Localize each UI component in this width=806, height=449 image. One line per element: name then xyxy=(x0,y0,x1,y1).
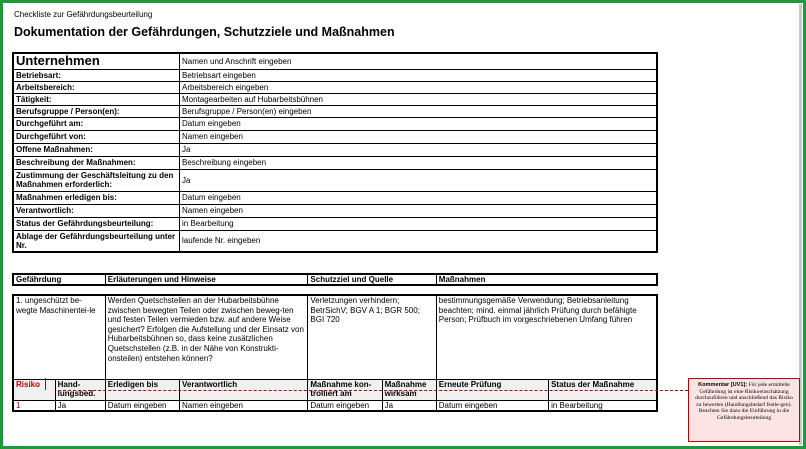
goal-cell[interactable]: Verletzungen verhindern; BetrSichV; BGV A 1; BGR 500; BGI 720 xyxy=(308,295,436,379)
measures-cell[interactable]: bestimmungsgemäße Verwendung; Betriebsanleitung beachten; mind. einmal jährlich Prüfung durch befähigte Person; Prüfbuch im vorgeschriebenen Umfang führen xyxy=(436,295,657,379)
risk-value[interactable]: 1 xyxy=(13,400,55,411)
info-row xyxy=(13,169,657,191)
comment-text: Für jede ermittelte Gefährdung ist eine Risikoeinschätzung durchzuführen und anschließend das Risiko zu bewerten (Handlungsbedarf festle-gen). Beachten Sie dazu die Einführung in die Gefährdungsbeurteilung xyxy=(695,382,793,421)
info-value[interactable]: Beschreibung eingeben xyxy=(180,156,657,169)
info-value[interactable]: Ja xyxy=(180,169,657,191)
info-label: Arbeitsbereich: xyxy=(13,81,180,93)
page-header: Checkliste zur Gefährdungsbeurteilung xyxy=(14,10,153,19)
header-measures: Maßnahmen xyxy=(436,274,657,285)
responsible-value[interactable]: Namen eingeben xyxy=(180,400,308,411)
info-row xyxy=(13,69,657,81)
effective-value[interactable]: Ja xyxy=(382,400,436,411)
info-row xyxy=(13,191,657,204)
hazard-entry-table xyxy=(12,294,658,412)
info-value[interactable]: Namen und Anschrift eingeben xyxy=(180,53,657,69)
info-label: Ablage der Gefährdungsbeurteilung unter Nr. xyxy=(13,230,180,252)
info-value[interactable]: Betriebsart eingeben xyxy=(180,69,657,81)
info-value[interactable]: Namen eingeben xyxy=(180,130,657,143)
status-value[interactable]: in Bearbeitung xyxy=(549,400,657,411)
info-value[interactable]: laufende Nr. eingeben xyxy=(180,230,657,252)
info-row xyxy=(13,143,657,156)
info-value[interactable]: Datum eingeben xyxy=(180,117,657,130)
info-row xyxy=(13,156,657,169)
info-label: Zustimmung der Geschäftsleitung zu den Maßnahmen erforderlich: xyxy=(13,169,180,191)
info-label: Offene Maßnahmen: xyxy=(13,143,180,156)
info-label: Verantwortlich: xyxy=(13,204,180,217)
info-value[interactable]: Arbeitsbereich eingeben xyxy=(180,81,657,93)
info-row xyxy=(13,81,657,93)
comment-balloon[interactable] xyxy=(688,378,800,442)
info-label: Betriebsart: xyxy=(13,69,180,81)
info-label: Status der Gefährdungsbeurteilung: xyxy=(13,217,180,230)
info-label: Unternehmen xyxy=(13,53,180,69)
info-label: Berufsgruppe / Person(en): xyxy=(13,105,180,117)
info-row xyxy=(13,204,657,217)
info-row xyxy=(13,230,657,252)
assessment-value-row xyxy=(13,400,657,411)
hazard-header-table xyxy=(12,273,658,286)
info-label: Durchgeführt am: xyxy=(13,117,180,130)
done-by-value[interactable]: Datum eingeben xyxy=(105,400,179,411)
recheck-value[interactable]: Datum eingeben xyxy=(436,400,548,411)
notes-cell[interactable]: Werden Quetschstellen an der Hubarbeitsbühne zwischen bewegten Teilen oder zwischen beweg-ten und festen Teilen vermieden bzw. auf andere Weise gesichert? Erfolgen die Aufstellung und der Einsatz von Hubarbeitsbühnen so, dass keine zusätzlichen Quetschstellen (z.B. in der Nähe von Konstrukti-onsteilen) entstehen können? xyxy=(105,295,308,379)
info-value[interactable]: in Bearbeitung xyxy=(180,217,657,230)
check-header: Maßnahme kon-trolliert am xyxy=(308,379,382,400)
header-notes: Erläuterungen und Hinweise xyxy=(105,274,308,285)
check-value[interactable]: Datum eingeben xyxy=(308,400,382,411)
info-row xyxy=(13,217,657,230)
info-value[interactable]: Ja xyxy=(180,143,657,156)
header-goal: Schutzziel und Quelle xyxy=(308,274,436,285)
info-row xyxy=(13,117,657,130)
info-row xyxy=(13,105,657,117)
info-label: Beschreibung der Maßnahmen: xyxy=(13,156,180,169)
info-label: Tätigkeit: xyxy=(13,93,180,105)
page-title: Dokumentation der Gefährdungen, Schutzziele und Maßnahmen xyxy=(14,25,395,39)
header-hazard: Gefährdung xyxy=(13,274,105,285)
info-value[interactable]: Montagearbeiten auf Hubarbeitsbühnen xyxy=(180,93,657,105)
info-row xyxy=(13,53,657,69)
effective-header: Maßnahme wirksam xyxy=(382,379,436,400)
hazard-header-row xyxy=(13,274,657,285)
risk-header: Risiko xyxy=(13,379,55,400)
comment-connector xyxy=(58,390,688,391)
info-label: Maßnahmen erledigen bis: xyxy=(13,191,180,204)
responsible-header: Verantwortlich xyxy=(180,379,308,400)
info-label: Durchgeführt von: xyxy=(13,130,180,143)
comment-title: Kommentar [UV1]: xyxy=(698,382,748,388)
status-header: Status der Maßnahme xyxy=(549,379,657,400)
hazard-entry-row xyxy=(13,295,657,379)
need-value[interactable]: Ja xyxy=(55,400,105,411)
info-row xyxy=(13,93,657,105)
company-info-table xyxy=(12,52,658,253)
info-row xyxy=(13,130,657,143)
comment-anchor xyxy=(45,378,46,390)
recheck-header: Erneute Prüfung xyxy=(436,379,548,400)
info-value[interactable]: Berufsgruppe / Person(en) eingeben xyxy=(180,105,657,117)
hazard-cell[interactable]: 1. ungeschützt be-wegte Maschinentei-le xyxy=(13,295,105,379)
need-header: Hand-lungsbed. xyxy=(55,379,105,400)
info-value[interactable]: Datum eingeben xyxy=(180,191,657,204)
info-value[interactable]: Namen eingeben xyxy=(180,204,657,217)
done-by-header: Erledigen bis xyxy=(105,379,179,400)
